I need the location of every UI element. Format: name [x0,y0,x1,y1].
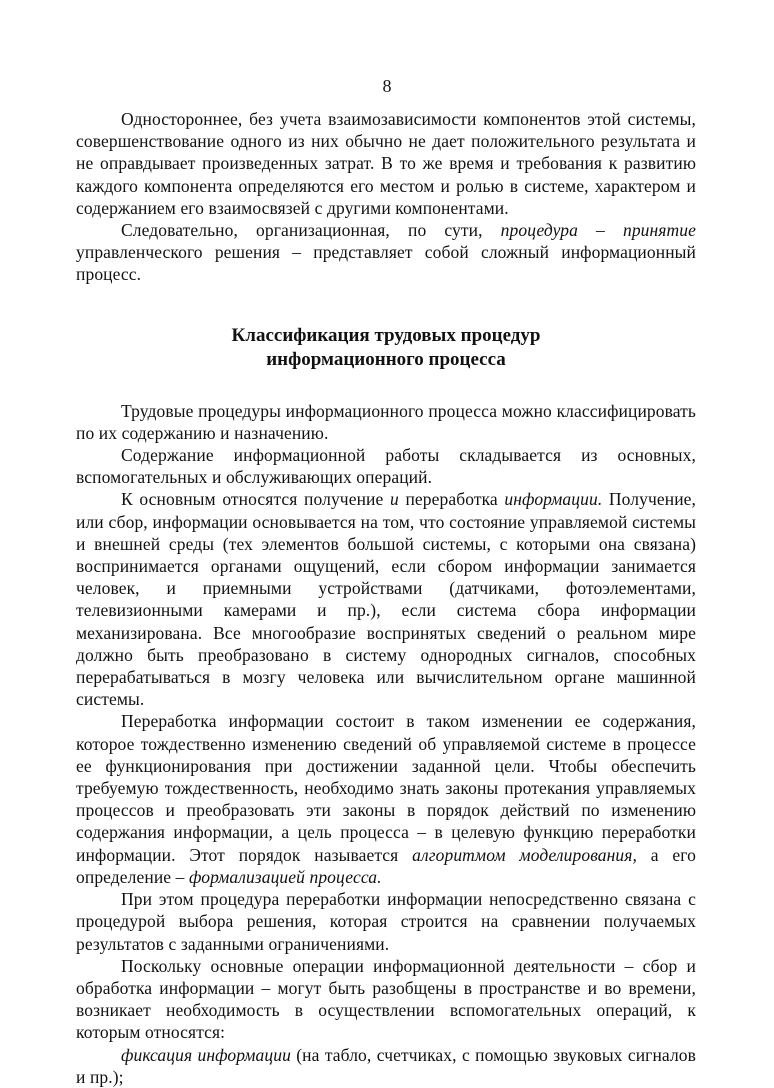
italic-term: фиксация информации [121,1044,291,1065]
page-number: 8 [382,76,392,96]
italic-term: формализацией процесса. [188,866,382,887]
paragraph-text: Получение, или сбор, информации основывается на том, что состояние управляемой системы и внешней среды (тех элементов большой системы, с которыми она связана) воспринимается органами ощущений, если сбором информации занимается человек, и приемными устройствами (датчиками, фотоэлементами, телевизионными камерами и пр.), если система сбора информации механизирована. Все многообразие воспринятых сведений о реальном мире должно быть преобразовано в систему однородных сигналов, способных перерабатываться в мозгу человека или вычислительном органе машинной системы. [76,489,697,710]
paragraph-classification: Трудовые процедуры информационного процесса можно классифицировать по их содержанию и назначению. [76,400,696,443]
section-heading-line2: информационного процесса [266,348,506,370]
page-body [76,108,696,1088]
paragraph-auxiliary-operations: Поскольку основные операции информационной деятельности – сбор и обработка информации – могут быть разобщены в пространстве и во времени, возникает необходимость в осуществлении вспомогательных операций, к которым относятся: [76,955,696,1043]
paragraph-text: переработка [398,489,505,510]
italic-term: информации. [504,489,603,510]
paragraph-decision-selection: При этом процедура переработки информации непосредственно связана с процедурой выбора решения, которая строится на сравнении получаемых результатов с заданными ограничениями. [76,889,696,954]
paragraph-interdependence: Одностороннее, без учета взаимозависимости компонентов этой системы, совершенствование одного из них обычно не дает положительного результата и не оправдывает произведенных затрат. В то же время и требования к развитию каждого компонента определяются его местом и ролью в системе, характером и содержанием его взаимосвязей с другими компонентами. [76,109,696,218]
paragraph-text: Переработка информации состоит в таком изменении ее содержания, которое тождественно изменению сведений об управляемой системе в процессе ее функционирования при достижении заданной цели. Чтобы обеспечить требуемую тождественность, необходимо знать законы протекания управляемых процессов и преобразовать эти законы в порядок действий по изменению содержания информации, а цель процесса – в целевую функцию переработки информации. Этот порядок называется [76,711,696,865]
paragraph-content: Содержание информационной работы складывается из основных, вспомогательных и обслуживающих операций. [76,445,696,488]
paragraph-text: управленческого решения – представляет собой сложный информационный процесс. [76,242,696,285]
italic-term: и [389,489,399,510]
section-heading-line1: Классификация трудовых процедур [231,324,541,346]
paragraph-decision-process [76,219,696,286]
paragraph-text: К основным относятся получение [121,489,390,510]
italic-term: процедура – принятие [500,220,696,241]
paragraph-main-operations [76,488,696,710]
italic-term: алгоритмом моделирования, [412,844,637,865]
paragraph-fixation [76,1044,696,1088]
paragraph-text: а его определение – [76,844,696,887]
paragraph-text: Следовательно, организационная, по сути, [121,220,501,241]
paragraph-text: (на табло, счетчиках, с помощью звуковых сигналов и пр.); [76,1044,696,1087]
paragraph-processing [76,710,696,888]
section-heading [76,324,696,372]
